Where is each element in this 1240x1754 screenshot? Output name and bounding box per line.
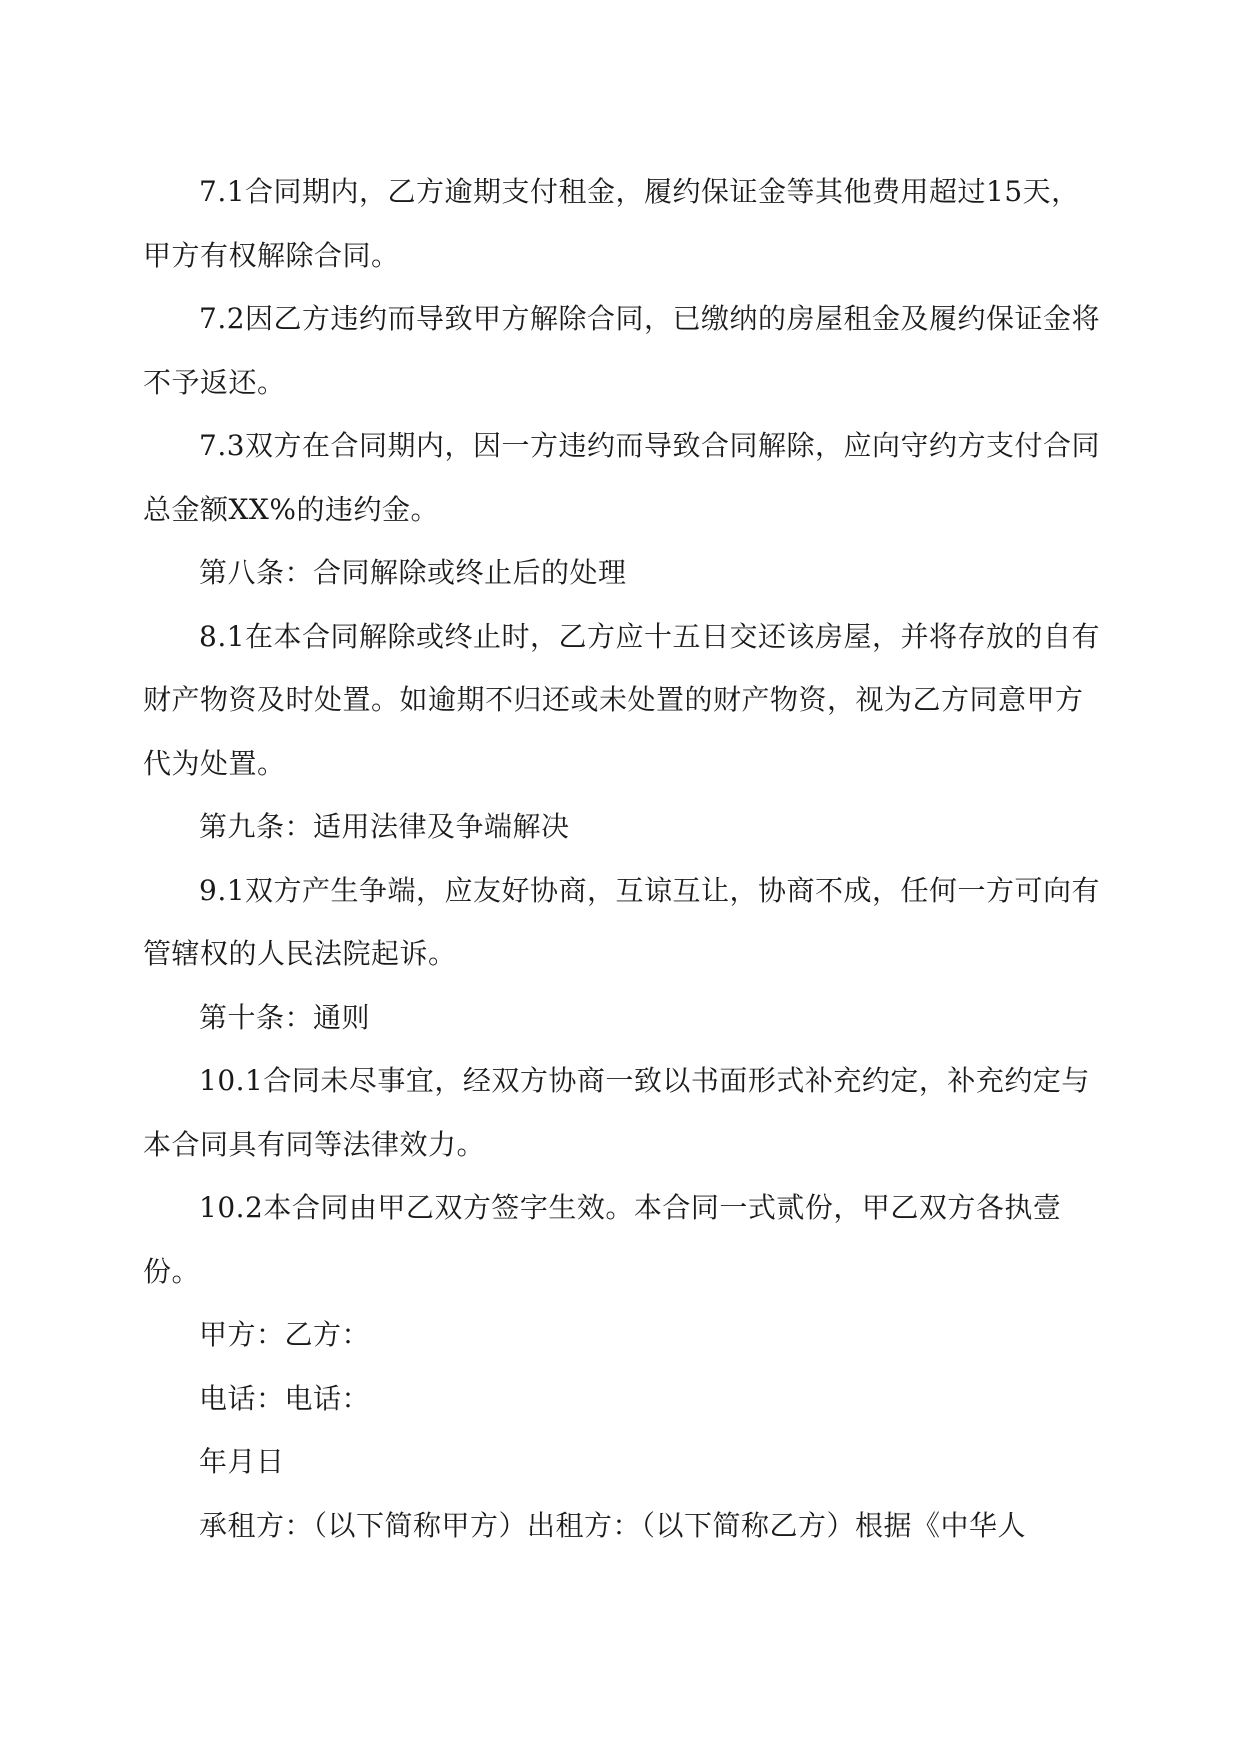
signature-parties: 甲方：乙方：	[199, 1318, 371, 1351]
document-body	[143, 160, 1103, 1557]
clause-8-1: 8.1在本合同解除或终止时，乙方应十五日交还该房屋，并将存放的自有财产物资及时处置。如逾期不归还或未处置的财产物资，视为乙方同意甲方代为处置。	[143, 619, 1101, 780]
signature-phones: 电话：电话：	[199, 1381, 371, 1415]
signature-date: 年月日	[199, 1445, 285, 1478]
clause-10-2: 10.2本合同由甲乙双方签字生效。本合同一式贰份，甲乙双方各执壹份。	[143, 1191, 1062, 1288]
article-10-heading: 第十条：通则	[199, 1000, 371, 1034]
clause-7-2: 7.2因乙方违约而导致甲方解除合同，已缴纳的房屋租金及履约保证金将不予返还。	[143, 302, 1101, 399]
next-contract-intro: 承租方：（以下简称甲方）出租方：（以下简称乙方）根据《中华人	[199, 1508, 1027, 1542]
clause-10-1: 10.1合同未尽事宜，经双方协商一致以书面形式补充约定，补充约定与本合同具有同等法律效力。	[143, 1064, 1090, 1161]
clause-7-3: 7.3双方在合同期内，因一方违约而导致合同解除，应向守约方支付合同总金额XX%的违约金。	[143, 429, 1101, 526]
article-8-heading: 第八条：合同解除或终止后的处理	[199, 556, 627, 589]
article-9-heading: 第九条：适用法律及争端解决	[199, 810, 570, 843]
clause-9-1: 9.1双方产生争端，应友好协商，互谅互让，协商不成，任何一方可向有管辖权的人民法院起诉。	[143, 873, 1101, 970]
clause-7-1: 7.1合同期内，乙方逾期支付租金，履约保证金等其他费用超过15天，甲方有权解除合同。	[143, 175, 1080, 272]
